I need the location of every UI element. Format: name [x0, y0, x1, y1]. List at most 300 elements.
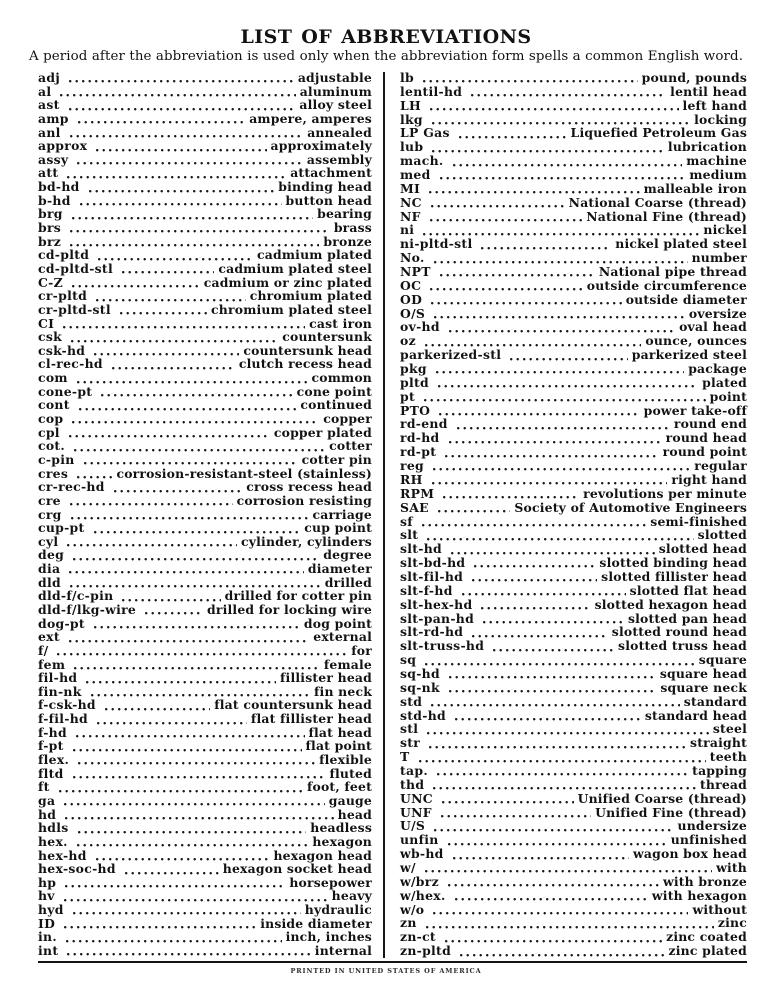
abbreviation-term: assy — [38, 151, 69, 167]
abbreviation-term: amp — [38, 110, 69, 126]
abbreviation-row — [400, 859, 747, 875]
abbreviation-row — [400, 917, 747, 929]
abbreviation-term: cont — [38, 397, 70, 413]
abbreviation-row — [400, 97, 747, 113]
dot-leader — [72, 217, 313, 220]
abbreviation-row — [400, 208, 747, 224]
dot-leader — [434, 829, 673, 832]
abbreviation-meaning: annealed — [307, 124, 372, 140]
abbreviation-meaning: National Coarse (thread) — [568, 194, 747, 210]
abbreviation-term: str — [400, 735, 421, 751]
abbreviation-term: ga — [38, 792, 56, 808]
dot-leader — [73, 776, 326, 779]
abbreviation-meaning: horsepower — [289, 874, 372, 890]
abbreviation-row — [400, 707, 747, 723]
dot-leader — [112, 367, 235, 370]
abbreviation-meaning: heavy — [331, 888, 372, 904]
abbreviation-term: ext — [38, 629, 60, 645]
abbreviation-row — [400, 873, 747, 889]
dot-leader — [449, 676, 656, 679]
abbreviation-row — [400, 418, 747, 430]
dot-leader — [80, 203, 282, 206]
abbreviation-meaning: copper — [323, 411, 372, 427]
abbreviation-term: cpl — [38, 424, 60, 440]
abbreviation-term: pkg — [400, 361, 427, 377]
abbreviation-meaning: fluted — [329, 765, 372, 781]
dot-leader — [472, 579, 597, 582]
abbreviation-term: UNC — [400, 790, 433, 806]
abbreviation-row — [400, 931, 747, 943]
dot-leader — [448, 884, 659, 887]
abbreviation-row — [38, 683, 372, 699]
dot-leader — [78, 121, 245, 124]
dot-leader — [453, 164, 683, 167]
dot-leader — [455, 898, 648, 901]
abbreviation-term: reg — [400, 458, 424, 474]
abbreviation-row — [38, 260, 372, 276]
abbreviation-meaning: cadmium or zinc plated — [203, 274, 372, 290]
dot-leader — [70, 135, 304, 138]
abbreviation-meaning: flat countersunk head — [214, 697, 372, 713]
abbreviation-row — [38, 72, 372, 84]
abbreviation-row — [38, 549, 372, 561]
dot-leader — [449, 330, 675, 333]
abbreviation-row — [38, 492, 372, 508]
abbreviation-term: cyl — [38, 533, 59, 549]
abbreviation-row — [38, 167, 372, 179]
abbreviation-meaning: malleable iron — [643, 180, 747, 196]
abbreviation-term: hp — [38, 874, 57, 890]
abbreviation-row — [38, 413, 372, 425]
abbreviation-row — [38, 372, 372, 384]
abbreviation-term: anl — [38, 124, 61, 140]
abbreviation-row — [38, 249, 372, 261]
dot-leader — [510, 358, 628, 361]
abbreviation-row — [400, 252, 747, 264]
dot-leader — [59, 790, 303, 793]
abbreviation-term: lub — [400, 139, 424, 155]
dot-leader — [425, 663, 694, 666]
abbreviation-meaning: parkerized steel — [631, 347, 747, 363]
abbreviation-row — [400, 499, 747, 515]
abbreviation-row — [38, 874, 372, 890]
abbreviation-meaning: hexagon — [312, 833, 372, 849]
abbreviation-term: ni — [400, 222, 415, 238]
abbreviation-row — [400, 543, 747, 555]
dot-leader — [125, 872, 219, 875]
abbreviation-term: cr-rec-hd — [38, 479, 105, 495]
abbreviation-row — [38, 822, 372, 834]
abbreviation-term: dia — [38, 561, 61, 577]
abbreviation-term: ID — [38, 915, 56, 931]
abbreviation-row — [400, 266, 747, 278]
abbreviation-row — [400, 349, 747, 361]
abbreviation-term: pt — [400, 388, 415, 404]
abbreviation-row — [400, 834, 747, 846]
dot-leader — [424, 399, 706, 402]
abbreviation-row — [38, 522, 372, 534]
dot-leader — [459, 136, 567, 139]
abbreviation-meaning: without — [692, 901, 747, 917]
dot-leader — [120, 312, 207, 315]
dot-leader — [433, 912, 688, 915]
abbreviation-term: cres — [38, 465, 69, 481]
abbreviation-meaning: standard — [683, 693, 747, 709]
abbreviation-meaning: slotted head — [658, 541, 747, 557]
abbreviation-meaning: drilled for cotter pin — [224, 588, 372, 604]
dot-leader — [472, 635, 608, 638]
abbreviation-row — [38, 290, 372, 302]
abbreviation-term: lentil-hd — [400, 83, 463, 99]
abbreviation-meaning: flat fillister head — [250, 711, 372, 727]
abbreviation-term: wb-hd — [400, 846, 444, 862]
dot-leader — [493, 649, 614, 652]
abbreviation-meaning: point — [709, 388, 747, 404]
dot-leader — [122, 271, 214, 274]
abbreviation-term: slt-bd-hd — [400, 555, 466, 571]
abbreviation-row — [38, 192, 372, 208]
abbreviation-meaning: countersunk head — [243, 342, 372, 358]
abbreviation-row — [400, 804, 747, 820]
dot-leader — [74, 449, 325, 452]
abbreviation-term: rd-hd — [400, 430, 440, 446]
abbreviation-meaning: zinc coated — [666, 929, 747, 945]
abbreviation-meaning: common — [311, 370, 372, 386]
abbreviation-meaning: fillister head — [280, 670, 372, 686]
abbreviation-term: slt-hd — [400, 541, 443, 557]
abbreviation-term: al — [38, 83, 52, 99]
abbreviation-meaning: internal — [314, 943, 372, 958]
abbreviation-term: UNF — [400, 804, 432, 820]
abbreviation-term: NF — [400, 208, 421, 224]
dot-leader — [432, 482, 668, 485]
abbreviation-meaning: machine — [686, 153, 747, 169]
abbreviation-row — [400, 626, 747, 638]
abbreviation-row — [400, 610, 747, 626]
abbreviation-term: csk — [38, 329, 63, 345]
abbreviation-row — [38, 792, 372, 808]
abbreviation-term: sq-hd — [400, 665, 440, 681]
abbreviation-term: hex-soc-hd — [38, 861, 116, 877]
abbreviation-meaning: alloy steel — [299, 97, 372, 113]
abbreviation-term: LH — [400, 97, 422, 113]
abbreviation-row — [400, 111, 747, 127]
abbreviation-term: zn-pltd — [400, 943, 452, 959]
abbreviation-term: zn-ct — [400, 929, 436, 945]
dot-leader — [63, 326, 305, 329]
dot-leader — [437, 773, 688, 776]
abbreviation-row — [400, 596, 747, 612]
abbreviation-row — [38, 151, 372, 167]
dot-leader — [67, 176, 286, 179]
abbreviation-meaning: round head — [665, 430, 747, 446]
dot-leader — [481, 247, 611, 250]
abbreviation-term: stl — [400, 721, 419, 737]
dot-leader — [69, 435, 270, 438]
abbreviation-row — [38, 274, 372, 290]
abbreviation-row — [400, 374, 747, 390]
abbreviation-meaning: diameter — [307, 561, 372, 577]
abbreviation-meaning: cotter — [329, 438, 372, 454]
abbreviation-meaning: countersunk — [282, 329, 372, 345]
abbreviation-meaning: unfinished — [670, 832, 747, 848]
abbreviation-meaning: corrosion resisting — [236, 492, 372, 508]
abbreviation-meaning: standard head — [644, 707, 747, 723]
dot-leader — [460, 954, 664, 957]
abbreviation-row — [400, 432, 747, 444]
abbreviation-term: rd-pt — [400, 444, 437, 460]
dot-leader — [122, 599, 220, 602]
abbreviation-term: std — [400, 693, 423, 709]
abbreviation-term: dld-f/lkg-wire — [38, 601, 137, 617]
abbreviation-meaning: round end — [673, 416, 747, 432]
abbreviation-row — [400, 363, 747, 375]
dot-leader — [73, 749, 302, 752]
abbreviation-row — [38, 699, 372, 711]
abbreviation-row — [38, 451, 372, 467]
dot-leader — [431, 704, 680, 707]
dot-leader — [481, 607, 590, 610]
abbreviation-row — [400, 513, 747, 529]
abbreviation-row — [400, 776, 747, 792]
dot-leader — [67, 544, 237, 547]
abbreviation-row — [38, 383, 372, 399]
abbreviation-meaning: square — [698, 652, 747, 668]
abbreviation-meaning: Unified Coarse (thread) — [577, 790, 747, 806]
abbreviation-row — [38, 331, 372, 343]
abbreviation-meaning: slotted — [697, 527, 747, 543]
abbreviation-row — [400, 679, 747, 695]
abbreviation-row — [400, 582, 747, 598]
abbreviation-term: NPT — [400, 264, 431, 280]
abbreviation-row — [400, 127, 747, 139]
abbreviation-term: int — [38, 943, 59, 958]
abbreviation-term: in. — [38, 929, 57, 945]
abbreviation-term: parkerized-stl — [400, 347, 502, 363]
dot-leader — [430, 288, 582, 291]
abbreviation-row — [38, 124, 372, 140]
abbreviation-term: hyd — [38, 902, 64, 918]
abbreviation-term: slt-f-hd — [400, 582, 453, 598]
abbreviation-meaning: female — [323, 656, 372, 672]
abbreviation-meaning: adjustable — [297, 70, 372, 85]
abbreviation-row — [400, 460, 747, 472]
abbreviation-term: fil-hd — [38, 670, 78, 686]
abbreviation-term: ov-hd — [400, 319, 440, 335]
abbreviation-row — [38, 301, 372, 317]
abbreviation-row — [38, 110, 372, 126]
abbreviation-term: cot. — [38, 438, 66, 454]
abbreviation-row — [38, 833, 372, 849]
abbreviation-meaning: gauge — [328, 792, 372, 808]
abbreviation-meaning: nickel plated steel — [615, 236, 747, 252]
abbreviation-term: mach. — [400, 153, 444, 169]
abbreviation-term: slt — [400, 527, 419, 543]
abbreviation-term: fltd — [38, 765, 64, 781]
dot-leader — [449, 690, 656, 693]
abbreviation-meaning: cadmium plated — [257, 247, 372, 263]
dot-leader — [431, 302, 622, 305]
abbreviation-term: deg — [38, 547, 65, 563]
abbreviation-meaning: cup point — [304, 520, 372, 536]
abbreviation-term: slt-pan-hd — [400, 610, 475, 626]
abbreviation-meaning: continued — [300, 397, 372, 413]
abbreviation-term: slt-rd-hd — [400, 624, 464, 640]
abbreviation-term: att — [38, 165, 59, 181]
abbreviation-term: LP Gas — [400, 125, 450, 141]
abbreviation-row — [400, 485, 747, 501]
dot-leader — [57, 653, 347, 656]
abbreviation-row — [400, 388, 747, 404]
abbreviation-row — [400, 335, 747, 347]
abbreviation-term: f/ — [38, 642, 49, 658]
abbreviation-term: f-csk-hd — [38, 697, 96, 713]
abbreviation-term: ft — [38, 779, 50, 795]
column-divider-rule — [383, 72, 385, 958]
abbreviation-row — [400, 665, 747, 681]
dot-leader — [483, 621, 624, 624]
dot-leader — [69, 640, 309, 643]
dot-leader — [429, 191, 640, 194]
dot-leader — [453, 857, 629, 860]
abbreviation-meaning: wagon box head — [633, 846, 747, 862]
abbreviation-term: ni-pltd-stl — [400, 236, 473, 252]
abbreviation-term: bd-hd — [38, 179, 80, 195]
abbreviation-row — [38, 781, 372, 793]
abbreviation-meaning: zinc plated — [668, 943, 747, 959]
abbreviation-row — [38, 399, 372, 411]
abbreviation-meaning: chromium plated steel — [211, 301, 372, 317]
dot-leader — [79, 408, 297, 411]
dot-leader — [445, 455, 658, 458]
dot-leader — [427, 538, 693, 541]
abbreviation-meaning: hydraulic — [304, 902, 372, 918]
abbreviation-row — [400, 277, 747, 293]
abbreviation-row — [400, 820, 747, 832]
dot-leader — [439, 413, 639, 416]
abbreviation-meaning: slotted binding head — [599, 555, 747, 571]
abbreviation-term: std-hd — [400, 707, 446, 723]
abbreviation-term: f-hd — [38, 724, 67, 740]
abbreviation-meaning: Society of Automotive Engineers — [514, 499, 747, 515]
abbreviation-meaning: lentil head — [670, 83, 747, 99]
abbreviation-term: w/hex. — [400, 887, 446, 903]
abbreviation-meaning: revolutions per minute — [583, 485, 747, 501]
abbreviation-meaning: inch, inches — [285, 929, 372, 945]
abbreviation-row — [400, 723, 747, 735]
dot-leader — [434, 316, 685, 319]
abbreviation-meaning: with — [716, 859, 747, 875]
abbreviation-row — [400, 321, 747, 333]
abbreviation-term: lkg — [400, 111, 423, 127]
abbreviation-term: tap. — [400, 762, 428, 778]
abbreviation-meaning: undersize — [677, 818, 747, 834]
abbreviation-meaning: tapping — [692, 762, 747, 778]
abbreviation-meaning: drilled — [324, 574, 372, 590]
dot-leader — [64, 899, 328, 902]
abbreviation-row — [38, 590, 372, 602]
abbreviation-row — [38, 642, 372, 658]
abbreviation-meaning: corrosion-resistant-steel (stainless) — [116, 465, 372, 481]
abbreviation-columns — [38, 72, 747, 958]
abbreviation-row — [400, 737, 747, 749]
abbreviation-row — [38, 740, 372, 752]
abbreviation-meaning: hexagon head — [273, 847, 372, 863]
abbreviation-row — [38, 315, 372, 331]
abbreviation-row — [38, 140, 372, 152]
abbreviation-row — [400, 402, 747, 418]
abbreviation-meaning: brass — [333, 220, 372, 236]
abbreviation-term: cre — [38, 492, 61, 508]
abbreviation-row — [400, 751, 747, 763]
dot-leader — [419, 760, 706, 763]
abbreviation-term: dog-pt — [38, 615, 85, 631]
dot-leader — [471, 94, 666, 97]
abbreviation-term: com — [38, 370, 68, 386]
abbreviation-row — [400, 180, 747, 196]
dot-leader — [77, 381, 308, 384]
dot-leader — [65, 817, 333, 820]
abbreviation-meaning: locking — [694, 111, 747, 127]
dot-leader — [105, 708, 210, 711]
abbreviation-term: brg — [38, 206, 63, 222]
abbreviation-term: slt-hex-hd — [400, 596, 473, 612]
abbreviation-meaning: cast iron — [309, 315, 372, 331]
abbreviation-term: sq-nk — [400, 679, 440, 695]
abbreviation-meaning: outside circumference — [586, 277, 747, 293]
dot-leader — [77, 162, 302, 165]
abbreviation-row — [400, 693, 747, 709]
dot-leader — [72, 285, 200, 288]
abbreviation-row — [400, 72, 747, 84]
abbreviation-meaning: head — [337, 806, 372, 822]
dot-leader — [72, 421, 319, 424]
abbreviation-meaning: approximately — [270, 138, 372, 154]
abbreviation-meaning: pound, pounds — [641, 70, 747, 85]
dot-leader — [77, 844, 309, 847]
abbreviation-term: f-pt — [38, 738, 64, 754]
abbreviation-term: No. — [400, 250, 425, 266]
dot-leader — [443, 496, 579, 499]
abbreviation-row — [38, 806, 372, 822]
abbreviation-term: O/S — [400, 305, 426, 321]
dot-leader — [425, 870, 712, 873]
abbreviation-term: pltd — [400, 374, 429, 390]
abbreviation-row — [38, 631, 372, 643]
abbreviation-term: thd — [400, 776, 425, 792]
abbreviation-row — [400, 446, 747, 458]
abbreviation-term: CI — [38, 315, 55, 331]
abbreviation-meaning: with hexagon — [651, 887, 747, 903]
abbreviation-term: ast — [38, 97, 60, 113]
abbreviation-row — [38, 574, 372, 590]
abbreviation-term: approx — [38, 138, 88, 154]
abbreviation-meaning: clutch recess head — [238, 356, 372, 372]
abbreviation-row — [38, 904, 372, 916]
abbreviation-term: hd — [38, 806, 57, 822]
abbreviation-term: OC — [400, 277, 422, 293]
dot-leader — [430, 219, 582, 222]
abbreviation-row — [38, 342, 372, 358]
dot-leader — [64, 926, 256, 929]
abbreviation-term: U/S — [400, 818, 426, 834]
abbreviation-term: RPM — [400, 485, 435, 501]
dot-leader — [440, 177, 686, 180]
dot-leader — [94, 353, 239, 356]
abbreviation-meaning: cotter pin — [301, 451, 372, 467]
dot-leader — [76, 735, 305, 738]
dot-leader — [436, 371, 684, 374]
